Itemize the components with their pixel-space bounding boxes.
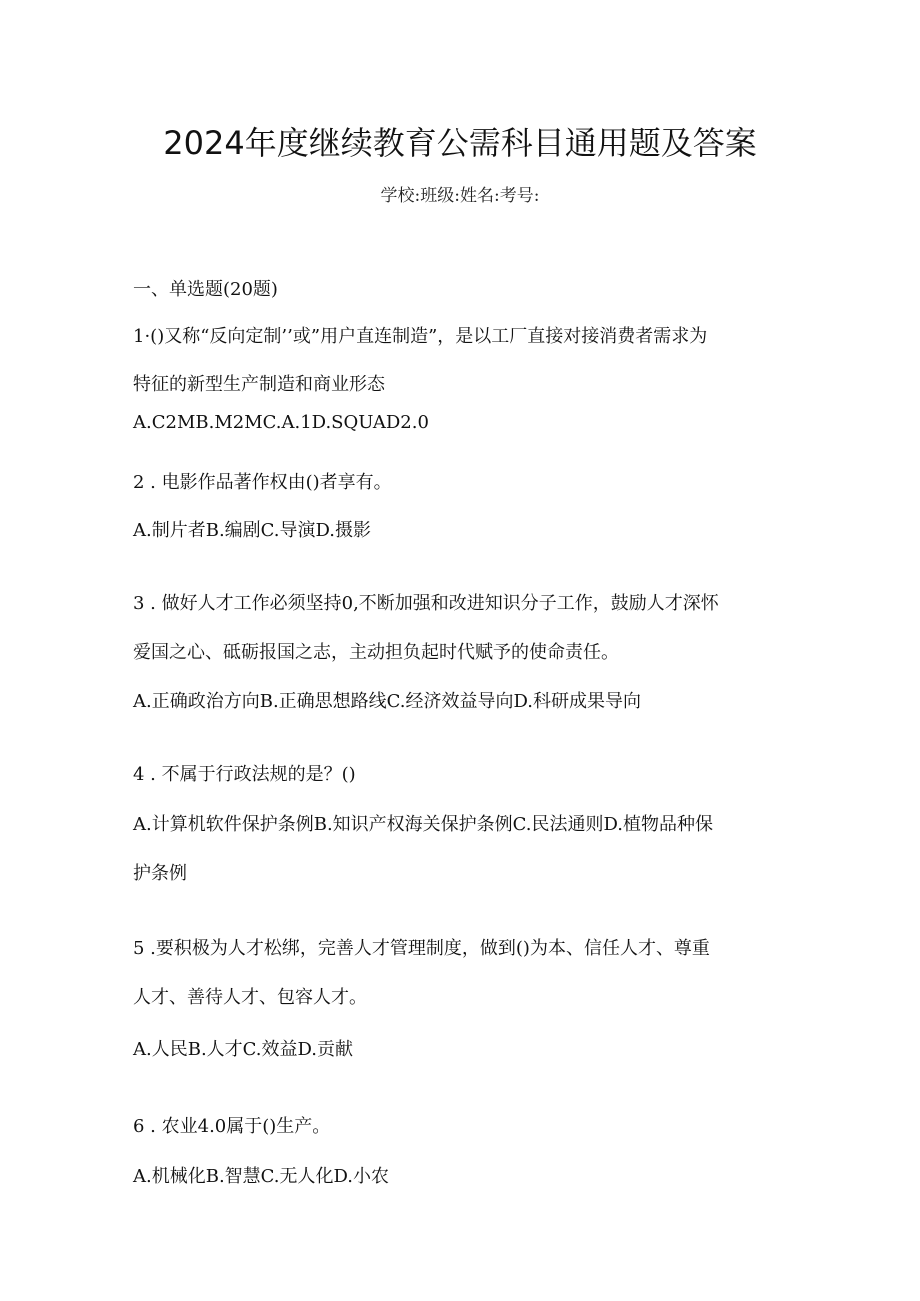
question-4-options-line-1: A.计算机软件保护条例B.知识产权海关保护条例C.民法通则D.植物品种保	[133, 814, 714, 835]
question-4-options-line-2: 护条例	[133, 863, 187, 884]
question-4-text: 4 . 不属于行政法规的是？()	[133, 764, 356, 785]
question-3-line-1: 3 . 做好人才工作必须坚持0,不断加强和改进知识分子工作，鼓励人才深怀	[133, 593, 719, 614]
document-subtitle: 学校:班级:姓名:考号:	[380, 186, 540, 206]
section-heading: 一、单选题(20题)	[133, 279, 278, 300]
question-3-options: A.正确政治方向B.正确思想路线C.经济效益导向D.科研成果导向	[133, 691, 642, 712]
question-3-line-2: 爱国之心、砥砺报国之志，主动担负起时代赋予的使命责任。	[133, 642, 619, 663]
question-2-options: A.制片者B.编剧C.导演D.摄影	[133, 520, 372, 541]
document-title: 2024年度继续教育公需科目通用题及答案	[163, 124, 757, 162]
question-5-line-1: 5 .要积极为人才松绑，完善人才管理制度，做到()为本、信任人才、尊重	[133, 938, 710, 959]
question-6-options: A.机械化B.智慧C.无人化D.小农	[133, 1166, 390, 1187]
question-5-line-2: 人才、善待人才、包容人才。	[133, 987, 367, 1008]
question-5-options: A.人民B.人才C.效益D.贡献	[133, 1039, 354, 1060]
question-2-text: 2 . 电影作品著作权由()者享有。	[133, 472, 392, 493]
question-1-line-2: 特征的新型生产制造和商业形态	[133, 374, 385, 395]
question-1-line-1: 1·()又称“反向定制’’或”用户直连制造”，是以工厂直接对接消费者需求为	[133, 326, 708, 347]
question-6-text: 6 . 农业4.0属于()生产。	[133, 1116, 331, 1137]
question-1-options: A.C2MB.M2MC.A.1D.SQUAD2.0	[133, 412, 429, 433]
